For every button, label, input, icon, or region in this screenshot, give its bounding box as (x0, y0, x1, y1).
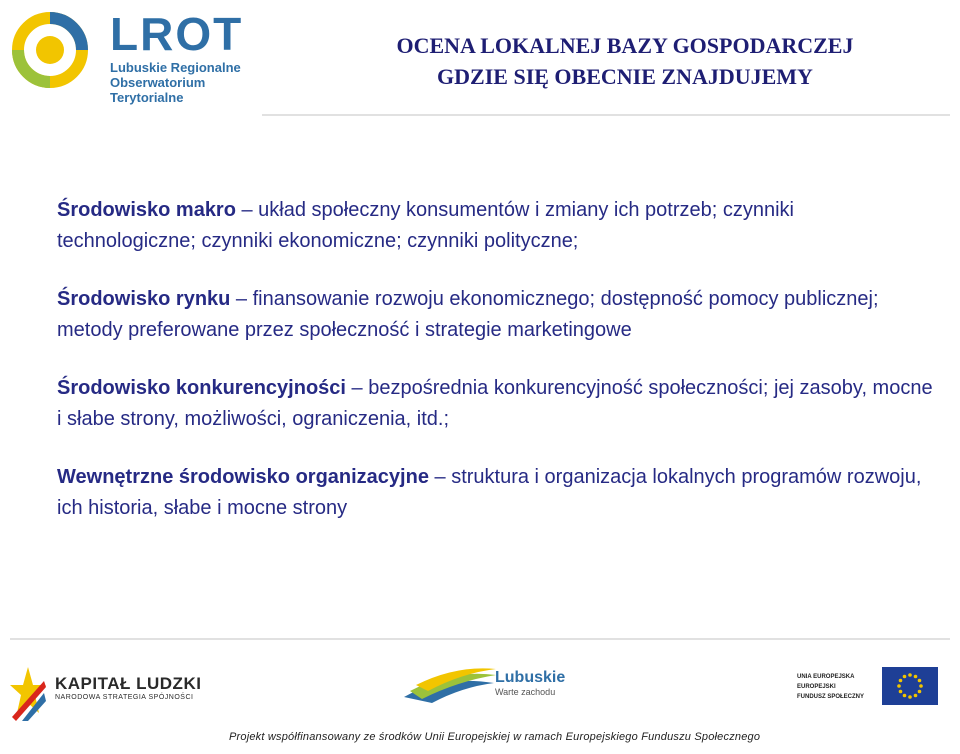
lubuskie-title: Lubuskie (495, 669, 566, 686)
text-internal: – struktura i organizacja lokalnych programów rozwoju, ich historia, słabe i mocne strony (57, 466, 922, 519)
ue-line-1: UNIA EUROPEJSKA (797, 674, 855, 680)
footer-divider (10, 638, 950, 640)
paragraph-competition (57, 373, 937, 435)
text-competition: – bezpośrednia konkurencyjność społeczności; jej zasoby, mocne i słabe strony, możliwości, ograniczenia, itd.; (57, 377, 933, 430)
lrot-emblem-icon (8, 6, 108, 96)
ue-text (797, 672, 877, 702)
text-macro: – układ społeczny konsumentów i zmiany ich potrzeb; czynniki technologiczne; czynniki ekonomiczne; czynniki polityczne; (57, 199, 794, 252)
term-macro: Środowisko makro (57, 199, 236, 221)
lrot-line1: Lubuskie Regionalne (110, 60, 241, 75)
header-divider (262, 114, 950, 116)
ue-line-2: EUROPEJSKI (797, 684, 836, 690)
footer-note: Projekt współfinansowany ze środków Unii Europejskiej w ramach Europejskiego Funduszu Społecznego (229, 731, 761, 743)
kapital-ludzki-star-icon (8, 663, 48, 721)
page-title (300, 30, 950, 92)
paragraph-macro (57, 195, 937, 257)
title-line-1: OCENA LOKALNEJ BAZY GOSPODARCZEJ (396, 33, 854, 58)
ue-line-3: FUNDUSZ SPOŁECZNY (797, 694, 865, 700)
eu-flag-icon (882, 667, 938, 705)
paragraph-internal (57, 462, 937, 524)
lrot-name: LROT (110, 8, 244, 60)
kapital-ludzki-logo (55, 674, 201, 701)
paragraph-market (57, 284, 937, 346)
content-body (57, 195, 937, 551)
term-internal: Wewnętrzne środowisko organizacyjne (57, 466, 429, 488)
term-competition: Środowisko konkurencyjności (57, 377, 346, 399)
kapital-ludzki-subtitle: NARODOWA STRATEGIA SPÓJNOŚCI (55, 694, 194, 701)
lrot-logo (8, 6, 270, 105)
lubuskie-logo (495, 669, 565, 697)
lubuskie-subtitle: Warte zachodu (495, 687, 556, 697)
term-market: Środowisko rynku (57, 288, 231, 310)
text-market: – finansowanie rozwoju ekonomicznego; dostępność pomocy publicznej; metody preferowane przez społeczność i strategie marketingowe (57, 288, 879, 341)
footer (0, 645, 960, 754)
title-line-2: GDZIE SIĘ OBECNIE ZNAJDUJEMY (437, 64, 813, 89)
kapital-ludzki-title: KAPITAŁ LUDZKI (55, 674, 202, 693)
lrot-line2: Obserwatorium Terytorialne (110, 75, 206, 105)
